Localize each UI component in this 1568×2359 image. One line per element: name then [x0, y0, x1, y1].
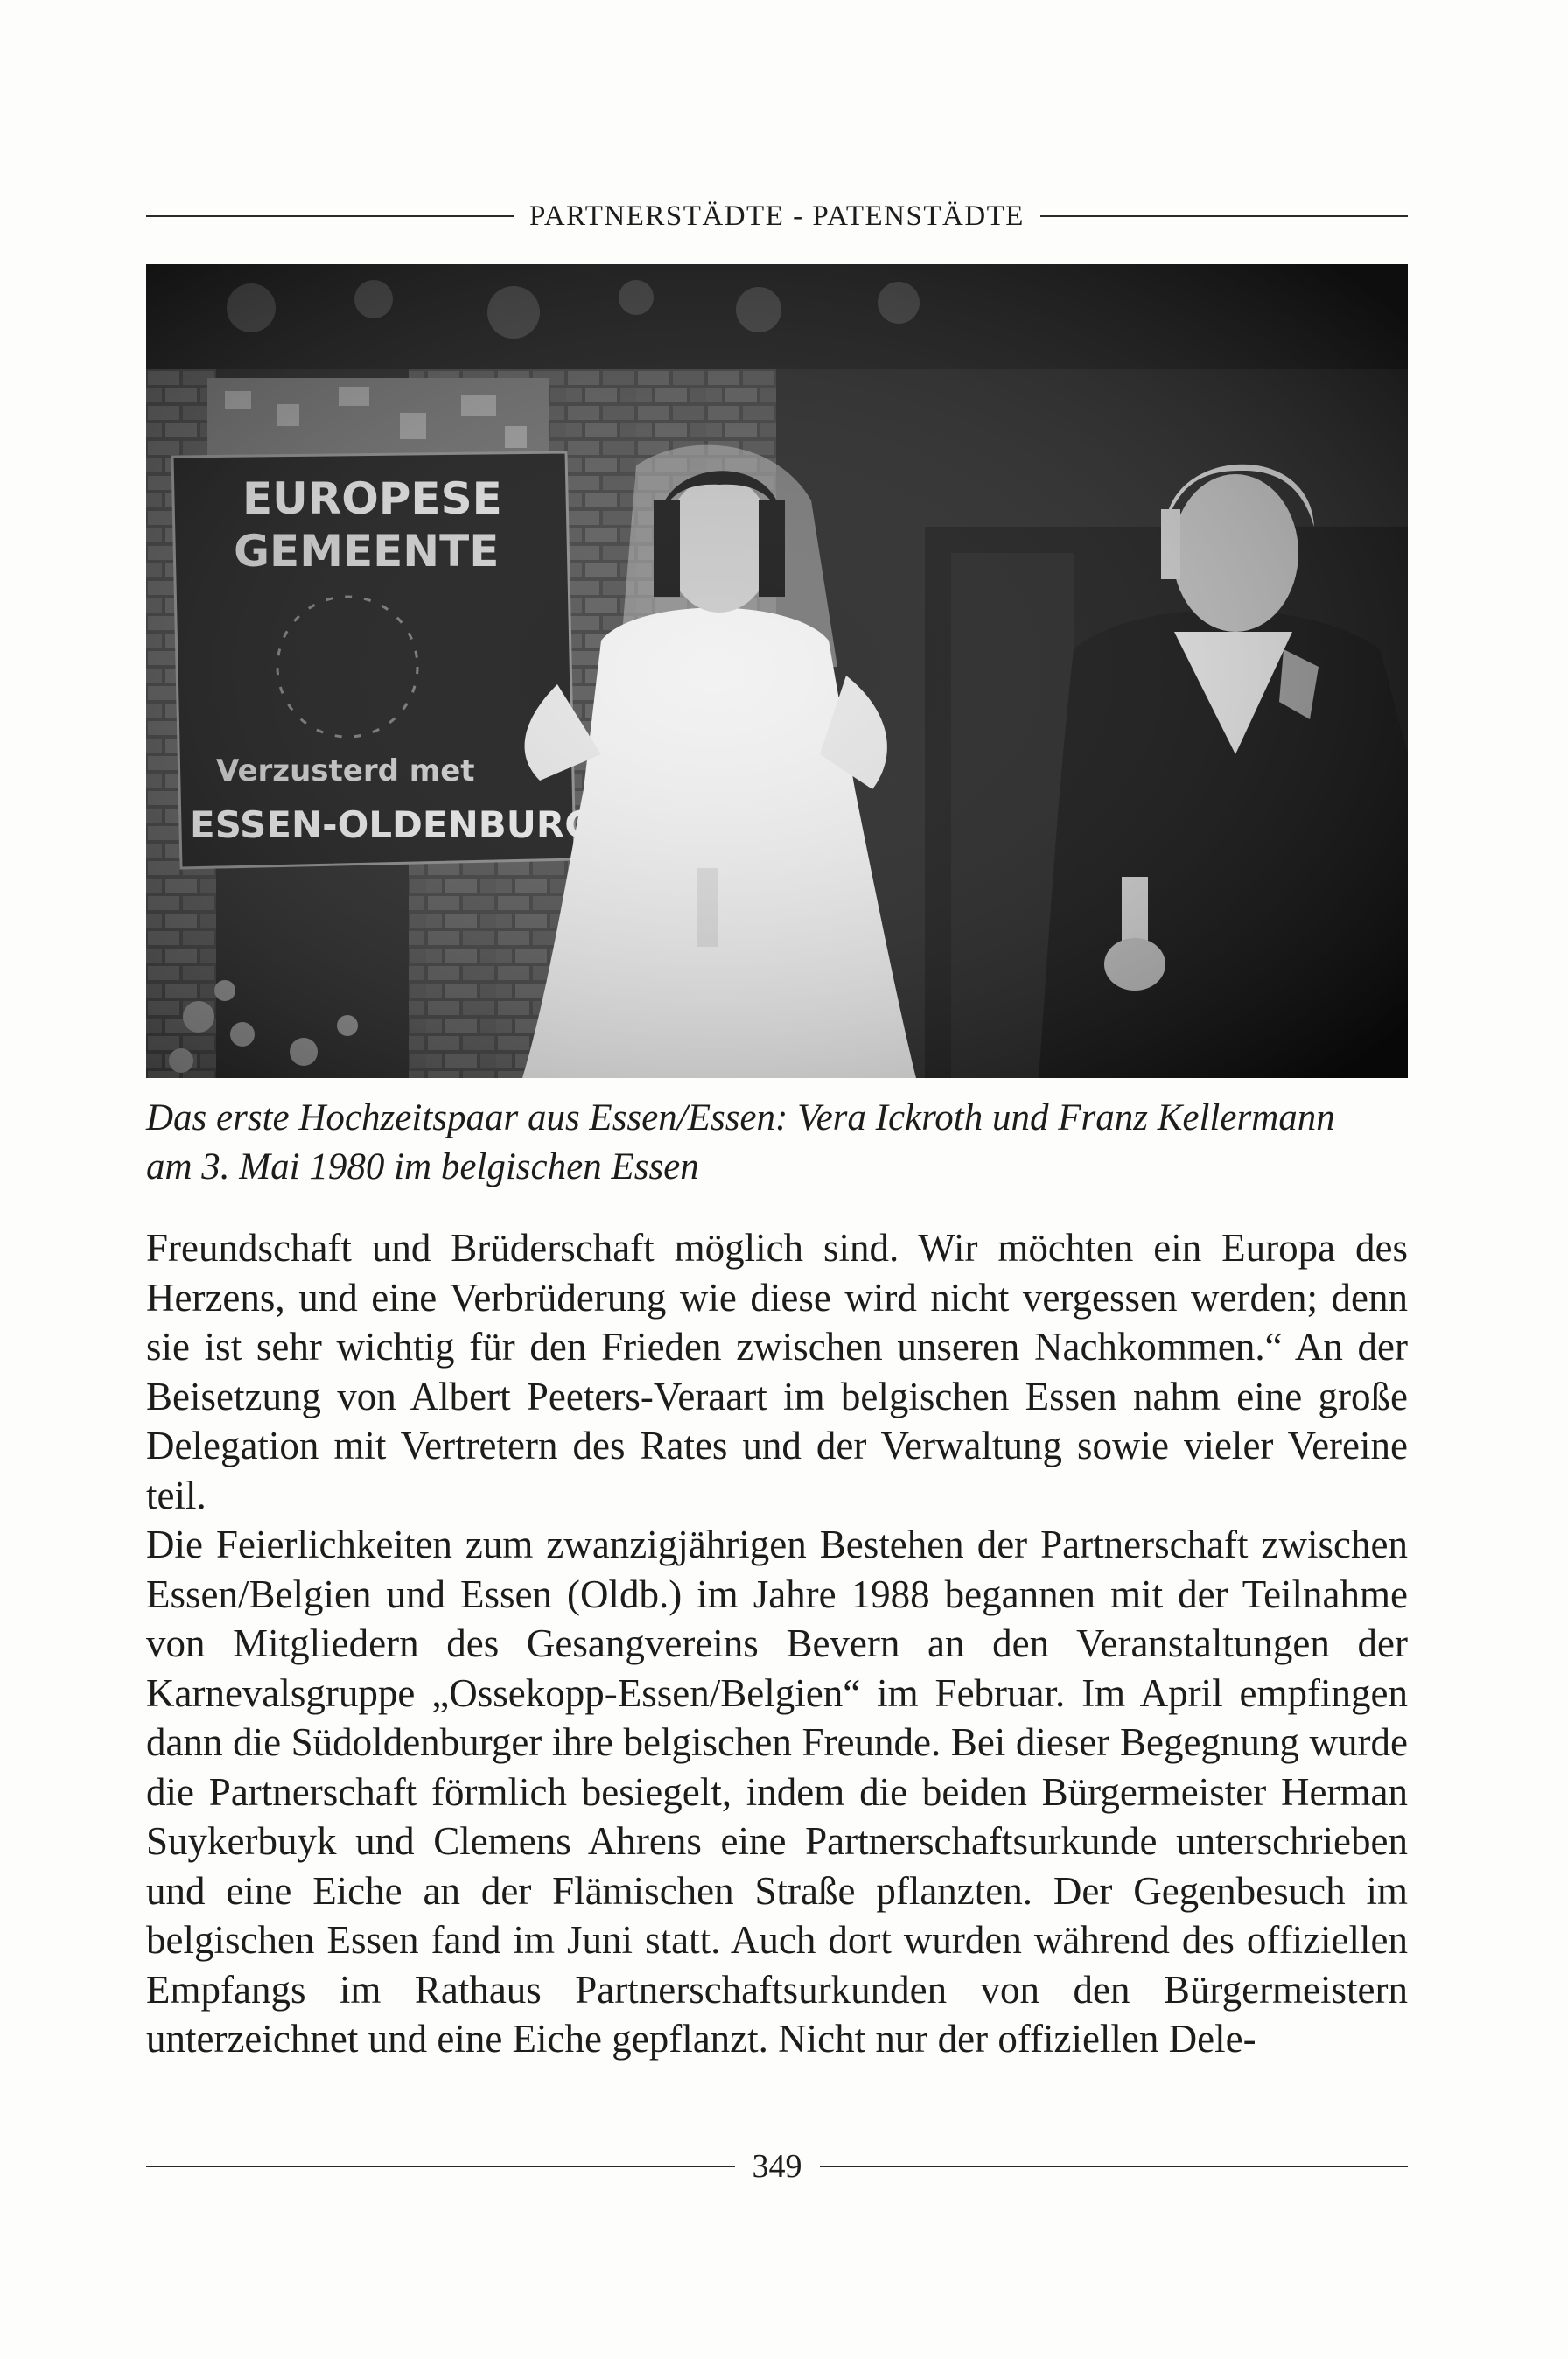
header-rule-left	[146, 215, 514, 217]
body-text	[146, 1223, 1408, 2064]
page-footer	[146, 2142, 1408, 2191]
paragraph-1: Freundschaft und Brüderschaft möglich sind. Wir möchten ein Europa des Herzens, und eine Verbrüderung wie diese wird nicht vergessen werden; denn sie ist sehr wichtig für den Frieden zwischen unseren Nachkommen.“ An der Beisetzung von Albert Peeters-Veraart im belgischen Essen nahm eine große Delegation mit Vertretern des Rates und der Verwaltung sowie vieler Vereine teil.	[146, 1226, 1408, 1517]
caption-line-2: am 3. Mai 1980 im belgischen Essen	[146, 1146, 699, 1187]
running-title: PARTNERSTÄDTE - PATENSTÄDTE	[529, 200, 1025, 232]
wedding-photo	[146, 264, 1408, 1078]
header-rule-right	[1040, 215, 1408, 217]
running-header	[146, 194, 1408, 238]
caption-line-1: Das erste Hochzeitspaar aus Essen/Essen: Vera Ickroth und Franz Kellermann	[146, 1097, 1335, 1138]
footer-rule-right	[820, 2166, 1409, 2167]
paragraph-2: Die Feierlichkeiten zum zwanzigjährigen Bestehen der Partnerschaft zwischen Essen/Belgien und Essen (Oldb.) im Jahre 1988 begannen mit der Teilnahme von Mitgliedern des Gesangvereins Bevern an den Veranstaltungen der Karnevalsgruppe „Ossekopp-Essen/Belgien“ im Februar. Im April empfingen dann die Südoldenburger ihre belgischen Freunde. Bei dieser Begegnung wurde die Partnerschaft förmlich besiegelt, indem die beiden Bürgermeister Herman Suykerbuyk und Clemens Ahrens eine Partnerschaftsurkunde unterschrieben und eine Eiche an der Flämischen Straße pflanzten. Der Gegenbesuch im belgischen Essen fand im Juni statt. Auch dort wurden während des offiziellen Empfangs im Rathaus Partnerschaftsurkunden von den Bürgermeistern unterzeichnet und eine Eiche gepflanzt. Nicht nur der offiziellen Dele-	[146, 1522, 1408, 2061]
page-number: 349	[752, 2148, 802, 2185]
photo-caption	[146, 1094, 1408, 1192]
footer-rule-left	[146, 2166, 735, 2167]
